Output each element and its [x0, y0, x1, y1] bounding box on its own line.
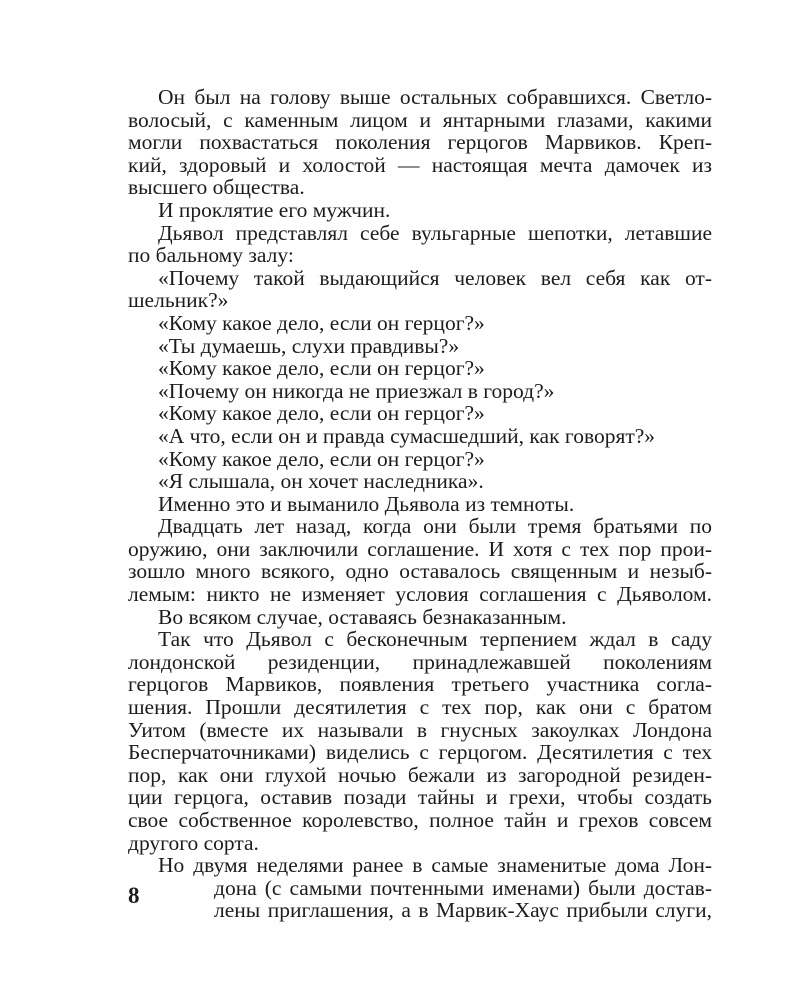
text-line: «Кому какое дело, если он герцог?» — [158, 401, 485, 426]
text-line: лены приглашения, а в Марвик-Хаус прибыли слуги, — [214, 898, 712, 923]
page-number: 8 — [128, 883, 140, 908]
text-line: «Я слышала, он хочет наследника». — [158, 469, 484, 494]
text-line: Бесперчаточниками) виделись с герцогом. Десятилетия с тех — [128, 740, 712, 765]
text-line: зошло много всякого, одно оставалось священным и незыб- — [128, 559, 712, 584]
text-line: другого сорта. — [128, 830, 259, 855]
text-line: Он был на голову выше остальных собравшихся. Светло- — [158, 85, 712, 109]
text-line: «Кому какое дело, если он герцог?» — [158, 356, 485, 381]
text-line: дона (с самыми почтенными именами) были достав- — [214, 875, 712, 900]
text-line: кий, здоровый и холостой — настоящая мечта дамочек из — [128, 152, 712, 177]
text-line: Так что Дьявол с бесконечным терпением ждал в саду — [158, 627, 712, 652]
text-line: шельник?» — [128, 288, 229, 313]
text-line: Но двумя неделями ранее в самые знаменитые дома Лон- — [158, 853, 712, 878]
text-line: «Почему такой выдающийся человек вел себя как от- — [158, 265, 712, 290]
text-line: «Почему он никогда не приезжал в город?» — [158, 378, 555, 403]
page-body-text — [128, 86, 712, 922]
text-line: по бальному залу: — [128, 243, 294, 268]
text-line: шения. Прошли десятилетия с тех пор, как они с братом — [128, 695, 712, 720]
text-line: «Кому какое дело, если он герцог?» — [158, 446, 485, 471]
text-line: могли похвастаться поколения герцогов Марвиков. Креп- — [128, 130, 712, 155]
text-line: свое собственное королевство, полное тайн и грехов совсем — [128, 808, 712, 832]
text-line: «Кому какое дело, если он герцог?» — [158, 310, 485, 335]
text-line: И проклятие его мужчин. — [158, 197, 391, 222]
text-line: герцогов Марвиков, появления третьего участника согла- — [128, 672, 712, 697]
text-line: оружию, они заключили соглашение. И хотя с тех пор прои- — [128, 536, 712, 561]
text-line: Двадцать лет назад, когда они были тремя братьями по — [158, 514, 712, 539]
text-line: Именно это и выманило Дьявола из темноты. — [158, 491, 575, 516]
text-line: Во всяком случае, оставаясь безнаказанным. — [158, 604, 567, 629]
text-line: «А что, если он и правда сумасшедший, как говорят?» — [158, 423, 656, 448]
text-line: ции герцога, оставив позади тайны и грехи, чтобы создать — [128, 785, 712, 810]
text-line: высшего общества. — [128, 175, 305, 200]
text-line: лондонской резиденции, принадлежавшей поколениям — [128, 649, 712, 674]
text-line: Уитом (вместе их называли в гнусных закоулках Лондона — [128, 717, 712, 742]
text-line: пор, как они глухой ночью бежали из загородной резиден- — [128, 762, 712, 787]
text-line: лемым: никто не изменяет условия соглашения с Дьяволом. — [128, 582, 712, 607]
text-line: «Ты думаешь, слухи правдивы?» — [158, 333, 460, 358]
text-line: волосый, с каменным лицом и янтарными глазами, какими — [128, 107, 712, 132]
text-line: Дьявол представлял себе вульгарные шепотки, летавшие — [158, 220, 712, 245]
